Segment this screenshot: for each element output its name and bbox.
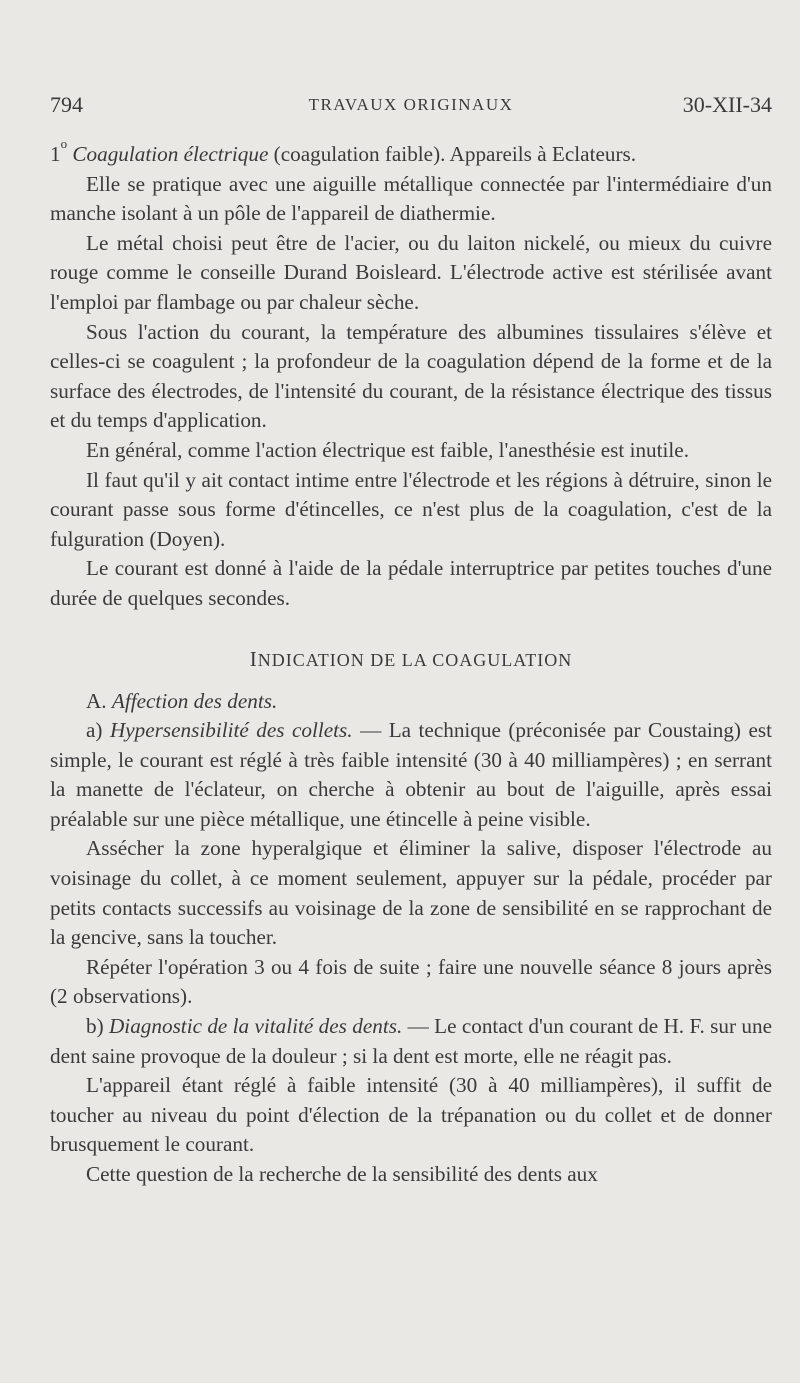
item-text: — Le contact d'un courant de H. F. sur une dent saine provoque de la douleur ; si la dent est morte, elle ne réagit pas.	[50, 1014, 773, 1068]
paragraph: Le métal choisi peut être de l'acier, ou du laiton nickelé, ou mieux du cuivre rouge comme le conseille Durand Boisleard. L'électrode active est stérilisée avant l'emploi par flambage ou par chaleur sèche.	[50, 230, 772, 314]
subsection-a	[50, 687, 772, 717]
body-text	[50, 136, 773, 1190]
running-header	[50, 92, 772, 118]
item-label: b)	[86, 1014, 109, 1039]
paragraph: Sous l'action du courant, la température des albumines tissulaires s'élève et celles-ci se coagulent ; la profondeur de la coagulation dépend de la forme et de la surface des électrodes, de l'intensité du courant, de la résistance électrique des tissus et du temps d'application.	[50, 319, 772, 433]
item-title: Hypersensibilité des collets.	[109, 718, 353, 743]
paragraph: Elle se pratique avec une aiguille métallique connectée par l'intermédiaire d'un manche isolant à un pôle de l'appareil de diathermie.	[50, 171, 772, 226]
page-number: 794	[50, 92, 83, 117]
section-heading	[50, 646, 772, 673]
paragraph: Le courant est donné à l'aide de la pédale interruptrice par petites touches d'une durée de quelques secondes.	[50, 556, 772, 610]
paragraph: L'appareil étant réglé à faible intensité (30 à 40 milliampères), il suffit de toucher au niveau du point d'élection de la trépanation ou du collet et de donner brusquement le courant.	[50, 1073, 772, 1157]
paragraph: Cette question de la recherche de la sensibilité des dents aux	[86, 1162, 598, 1186]
paragraph: Il faut qu'il y ait contact intime entre l'électrode et les régions à détruire, sinon le courant passe sous forme d'étincelles, ce n'est plus de la coagulation, c'est de la fulguration (Doyen).	[50, 467, 772, 551]
subsection-title: Coagulation électrique	[72, 142, 269, 166]
heading-rest: NDICATION DE LA COAGULATION	[257, 649, 573, 670]
subsection-title: Affection des dents.	[111, 688, 278, 713]
journal-title: TRAVAUX ORIGINAUX	[308, 95, 514, 114]
heading-initial: I	[249, 646, 258, 671]
issue-date: 30-XII-34	[682, 92, 772, 117]
subsection-label: A.	[86, 688, 112, 713]
paragraph: Assécher la zone hyperalgique et éliminer la salive, disposer l'électrode au voisinage du collet, à ce moment seulement, appuyer sur la pédale, procéder par petits contacts successifs au voisinage de la zone de sensibilité en se rapprochant de la gencive, sans la toucher.	[50, 836, 772, 950]
item-title: Diagnostic de la vitalité des dents.	[109, 1014, 403, 1039]
ordinal-superscript: o	[60, 136, 68, 151]
paragraph-coagulation-title	[50, 136, 772, 170]
paragraph: Répéter l'opération 3 ou 4 fois de suite ; faire une nouvelle séance 8 jours après (2 observations).	[50, 954, 772, 1009]
item-label: a)	[86, 718, 110, 743]
paragraph: En général, comme l'action électrique est faible, l'anesthésie est inutile.	[86, 437, 690, 462]
paragraph-diagnostic	[50, 1012, 772, 1071]
item-text: — La technique (préconisée par Coustaing) est simple, le courant est réglé à très faible intensité (30 à 40 milliampères) ; en serrant la manette de l'éclateur, on cherche à obtenir au bout de l'aiguille, après essai préalable sur une pièce métallique, une étincelle à peine visible.	[50, 718, 772, 831]
paragraph-hypersensibilite	[50, 716, 772, 834]
list-number: 1	[50, 142, 61, 166]
subsection-subtitle: (coagulation faible). Appareils à Eclateurs.	[268, 142, 637, 166]
